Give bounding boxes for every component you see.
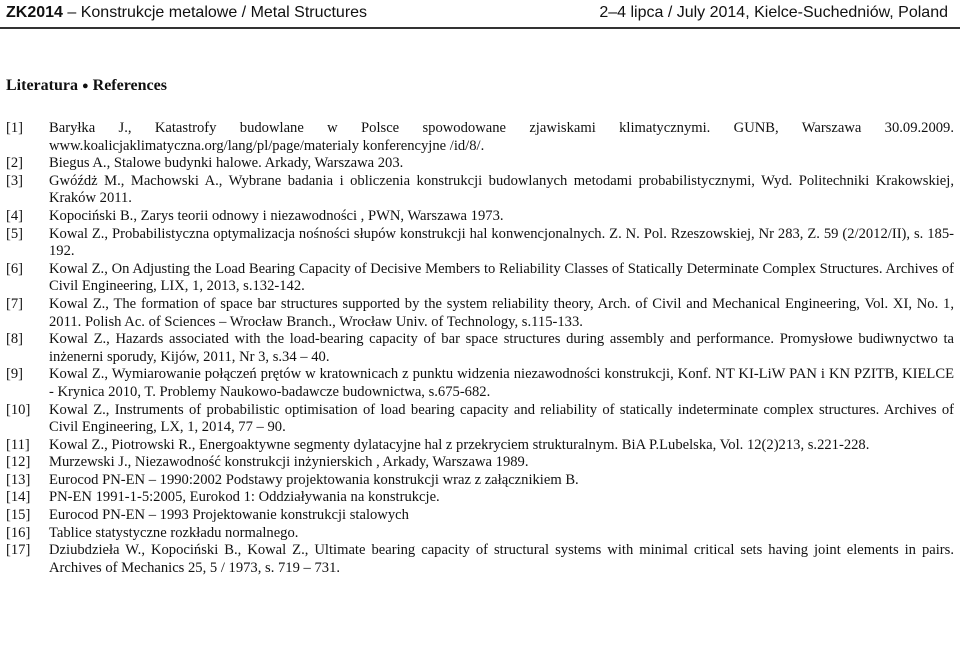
- reference-number: [10]: [6, 401, 31, 418]
- reference-number: [5]: [6, 225, 24, 242]
- reference-item: [6, 226, 954, 261]
- reference-text: Dziubdzieła W., Kopociński B., Kowal Z., Ultimate bearing capacity of structural systems with minimal critical sets having joint elements in pairs. Archives of Mechanics 25, 5 / 1973, s. 719 – 731.: [49, 542, 954, 576]
- reference-number: [4]: [6, 207, 24, 224]
- reference-text: Kowal Z., Wymiarowanie połączeń prętów w kratownicach z punktu widzenia niezawodności konstrukcji, Konf. NT KI-LiW PAN i KN PZITB, KIELCE - Krynica 2010, T. Problemy Naukowo-badawcze budownictwa, s.675-682.: [49, 366, 954, 400]
- reference-text: Gwóźdż M., Machowski A., Wybrane badania i obliczenia konstrukcji budowlanych metodami probabilistycznymi, Wyd. Politechniki Krakowskiej, Kraków 2011.: [49, 172, 954, 207]
- reference-item: [6, 208, 954, 226]
- reference-item: [6, 437, 954, 455]
- reference-text: Kowal Z., Probabilistyczna optymalizacja nośności słupów konstrukcji hal konwencjonalnych. Z. N. Pol. Rzeszowskiej, Nr 283, Z. 59 (2/2012/II), s. 185-192.: [49, 225, 954, 260]
- conference-code: ZK2014: [6, 4, 63, 21]
- reference-number: [6]: [6, 260, 24, 277]
- reference-item: [6, 366, 954, 401]
- reference-text: Murzewski J., Niezawodność konstrukcji inżynierskich , Arkady, Warszawa 1989.: [49, 454, 529, 471]
- reference-item: [6, 542, 954, 577]
- reference-number: [11]: [6, 436, 30, 453]
- reference-item: [6, 525, 954, 543]
- reference-text: Kowal Z., Instruments of probabilistic optimisation of load bearing capacity and reliability of statically indeterminate complex structures. Archives of Civil Engineering, LX, 1, 2014, 77 – 90.: [49, 401, 954, 436]
- reference-text: Baryłka J., Katastrofy budowlane w Polsce spowodowane zjawiskami klimatycznymi. GUNB, Warszawa 30.09.2009. www.koalicjaklimatyczna.org/lang/pl/page/materialy konferencyjne /id/8/.: [49, 120, 954, 154]
- reference-number: [7]: [6, 295, 24, 312]
- reference-item: [6, 489, 954, 507]
- reference-number: [3]: [6, 172, 24, 189]
- reference-number: [16]: [6, 524, 31, 541]
- reference-number: [12]: [6, 454, 31, 471]
- conference-date-place: 2–4 lipca / July 2014, Kielce-Suchedniów, Poland: [599, 4, 948, 21]
- reference-text: Eurocod PN-EN – 1990:2002 Podstawy projektowania konstrukcji wraz z załącznikiem B.: [49, 471, 579, 488]
- reference-list: [6, 120, 954, 577]
- reference-text: Kowal Z., Hazards associated with the load-bearing capacity of bar space structures during assembly and performance. Promysłowe budiwnyctwo ta inżenerni sporudy, Kijów, 2011, Nr 3, s.34 – 40.: [49, 331, 954, 365]
- reference-text: Kowal Z., The formation of space bar structures supported by the system reliability theory, Arch. of Civil and Mechanical Engineering, Vol. XI, No. 1, 2011. Polish Ac. of Sciences – Wrocław Branch., Wrocław Univ. of Technology, s.115-133.: [49, 295, 954, 330]
- reference-number: [9]: [6, 366, 24, 383]
- reference-text: Kowal Z., Piotrowski R., Energoaktywne segmenty dylatacyjne hal z przekryciem strukturalnym. BiA P.Lubelska, Vol. 12(2)213, s.221-228.: [49, 436, 870, 453]
- reference-item: [6, 331, 954, 366]
- reference-item: [6, 120, 954, 155]
- reference-number: [2]: [6, 155, 24, 172]
- reference-item: [6, 402, 954, 437]
- reference-item: [6, 155, 954, 173]
- conference-title: Konstrukcje metalowe / Metal Structures: [80, 4, 368, 21]
- heading-pl: Literatura: [6, 77, 78, 94]
- page-header: [0, 0, 960, 27]
- reference-item: [6, 296, 954, 331]
- header-left: ZK2014 – Konstrukcje metalowe / Metal Structures: [6, 4, 368, 21]
- heading-en: References: [92, 77, 167, 94]
- reference-item: [6, 261, 954, 296]
- reference-number: [17]: [6, 542, 31, 559]
- reference-item: [6, 454, 954, 472]
- heading-bullet: ●: [81, 80, 89, 92]
- reference-item: [6, 472, 954, 490]
- reference-item: [6, 507, 954, 525]
- reference-text: Biegus A., Stalowe budynki halowe. Arkady, Warszawa 203.: [49, 155, 404, 172]
- references-heading: [6, 76, 167, 96]
- reference-text: Kopociński B., Zarys teorii odnowy i niezawodności , PWN, Warszawa 1973.: [49, 207, 504, 224]
- header-rule: [0, 27, 960, 29]
- reference-number: [13]: [6, 471, 31, 488]
- reference-number: [14]: [6, 489, 31, 506]
- reference-text: Tablice statystyczne rozkładu normalnego.: [49, 524, 299, 541]
- reference-item: [6, 173, 954, 208]
- reference-number: [1]: [6, 120, 24, 136]
- reference-text: Kowal Z., On Adjusting the Load Bearing Capacity of Decisive Members to Reliability Classes of Statically Determinate Complex Structures. Archives of Civil Engineering, LIX, 1, 2013, s.132-142.: [49, 260, 954, 295]
- reference-text: PN-EN 1991-1-5:2005, Eurokod 1: Oddziaływania na konstrukcje.: [49, 489, 440, 506]
- reference-text: Eurocod PN-EN – 1993 Projektowanie konstrukcji stalowych: [49, 507, 409, 524]
- reference-number: [15]: [6, 507, 31, 524]
- reference-number: [8]: [6, 331, 24, 348]
